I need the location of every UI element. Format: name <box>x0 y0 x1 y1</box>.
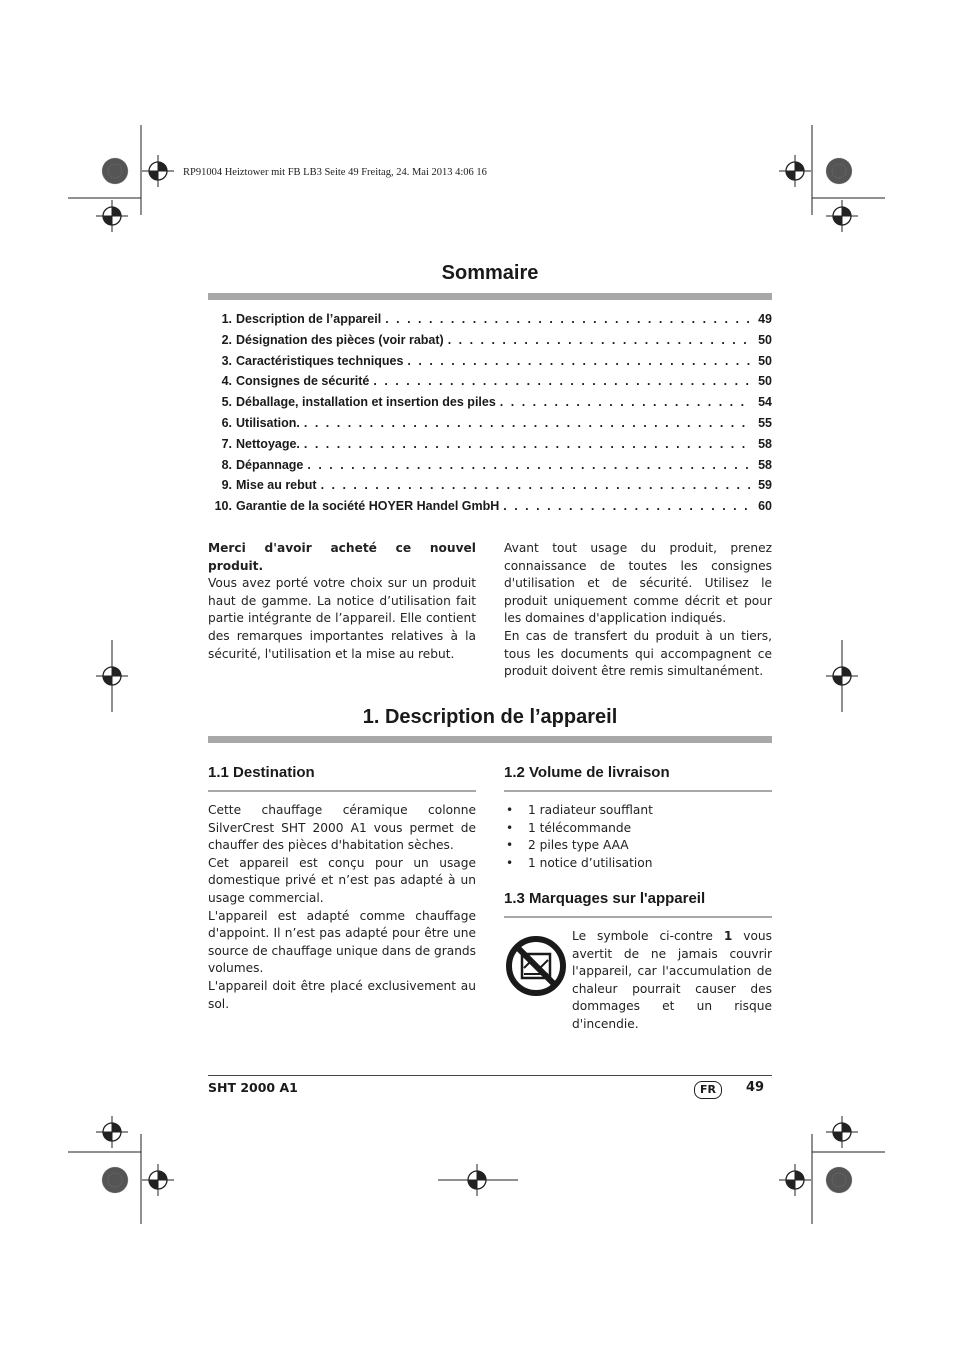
toc-leader <box>307 458 750 472</box>
marquages-text-after: vous avertit de ne jamais couvrir l'appareil, car l'accumulation de chaleur pourrait causer des dommages et un risque d'incendie. <box>572 929 773 1031</box>
destination-p2: Cet appareil est conçu pour un usage domestique privé et n’est pas adapté à un usage commercial. <box>208 855 476 905</box>
list-item: • 1 notice d’utilisation <box>506 855 772 873</box>
toc-number: 5. <box>221 395 232 410</box>
toc-page: 49 <box>758 312 772 326</box>
thanks-heading: Merci d'avoir acheté ce nouvel produit. <box>208 541 476 573</box>
marquages-heading: 1.3 Marquages sur l'appareil <box>504 890 706 907</box>
toc-page: 55 <box>758 415 772 430</box>
language-badge: FR <box>694 1081 722 1099</box>
toc-entry <box>208 354 772 375</box>
marquages-text-before: Le symbole ci-contre <box>572 929 724 943</box>
toc-number: 7. <box>221 436 232 451</box>
toc-entry <box>208 374 772 395</box>
toc-page: 60 <box>758 499 772 514</box>
section1-title: 1. Description de l’appareil <box>362 706 618 728</box>
toc-title: Utilisation. <box>236 415 300 430</box>
destination-p3: L'appareil est adapté comme chauffage d'appoint. Il n’est pas adapté pour être une source de chauffage unique dans de grands volumes. <box>208 908 476 976</box>
sommaire-rule <box>208 293 772 300</box>
toc-page: 50 <box>758 332 772 347</box>
toc-number: 6. <box>221 415 232 430</box>
toc-entry <box>208 333 772 354</box>
toc-title: Caractéristiques techniques <box>236 353 404 368</box>
toc-leader <box>385 312 750 326</box>
page-number: 49 <box>746 1080 765 1095</box>
destination-p1: Cette chauffage céramique colonne SilverCrest SHT 2000 A1 vous permet de chauffer des pièces d'habitation sèches. <box>208 803 476 853</box>
sommaire-title: Sommaire <box>441 262 539 284</box>
toc-number: 1. <box>221 312 232 326</box>
marquages-part-number: 1 <box>723 929 733 943</box>
toc-leader <box>304 437 750 451</box>
toc-leader <box>373 374 750 388</box>
toc-page: 58 <box>758 457 772 472</box>
toc-number: 8. <box>221 457 232 472</box>
print-slug: RP91004 Heiztower mit FB LB3 Seite 49 Freitag, 24. Mai 2013 4:06 16 <box>183 167 487 178</box>
section1-rule <box>208 736 772 743</box>
intro-right-column <box>504 540 772 681</box>
toc-number: 9. <box>221 478 232 493</box>
toc-entry <box>208 312 772 333</box>
intro-left-column <box>208 540 476 663</box>
toc-entry <box>208 416 772 437</box>
list-item: • 1 télécommande <box>506 820 772 838</box>
intro-right-p1: Avant tout usage du produit, prenez connaissance de toutes les consignes d'utilisation et de sécurité. Utilisez le produit uniquement comme décrit et pour les domaines d'application indiqués. <box>504 541 772 626</box>
toc-page: 54 <box>758 395 772 410</box>
toc-number: 2. <box>221 332 232 347</box>
destination-heading: 1.1 Destination <box>208 764 315 781</box>
volume-rule <box>504 790 772 792</box>
footer-model: SHT 2000 A1 <box>208 1080 298 1095</box>
toc-page: 59 <box>758 478 772 493</box>
toc-page: 50 <box>758 374 772 389</box>
marquages-text <box>572 928 772 1034</box>
footer-rule <box>208 1075 772 1076</box>
toc-entry <box>208 395 772 416</box>
toc-leader <box>448 333 750 347</box>
toc-leader <box>407 354 750 368</box>
toc-title: Description de l’appareil <box>236 312 382 326</box>
toc-title: Déballage, installation et insertion des piles <box>236 395 496 410</box>
toc-title: Dépannage <box>236 457 304 472</box>
toc-number: 4. <box>221 374 232 389</box>
toc-title: Garantie de la société HOYER Handel GmbH <box>236 499 500 514</box>
toc-leader <box>321 478 750 492</box>
volume-list <box>506 802 772 872</box>
toc-entry <box>208 499 772 520</box>
toc-leader <box>503 499 750 513</box>
do-not-cover-icon <box>504 934 568 998</box>
toc-page: 58 <box>758 436 772 451</box>
toc-title: Mise au rebut <box>236 478 317 493</box>
toc-title: Désignation des pièces (voir rabat) <box>236 332 444 347</box>
toc-page: 50 <box>758 353 772 368</box>
marquages-rule <box>504 916 772 918</box>
toc-leader <box>500 395 750 409</box>
intro-right-p2: En cas de transfert du produit à un tiers, tous les documents qui accompagnent ce produit doivent être remis simultanément. <box>504 628 772 679</box>
toc-number: 10. <box>214 499 232 514</box>
toc-entry <box>208 437 772 458</box>
destination-text <box>208 802 476 1013</box>
destination-rule <box>208 790 476 792</box>
toc-entry <box>208 458 772 479</box>
destination-p4: L'appareil doit être placé exclusivement au sol. <box>208 978 476 1011</box>
table-of-contents <box>208 312 772 520</box>
volume-heading: 1.2 Volume de livraison <box>504 764 670 781</box>
list-item: • 2 piles type AAA <box>506 837 772 855</box>
toc-title: Nettoyage. <box>236 436 300 451</box>
intro-left-text: Vous avez porté votre choix sur un produit haut de gamme. La notice d’utilisation fait partie intégrante de l’appareil. Elle contient des remarques importantes relatives à la sécurité, l'utilisation et la mise au rebut. <box>208 576 476 661</box>
toc-number: 3. <box>221 353 232 368</box>
list-item: • 1 radiateur soufflant <box>506 802 772 820</box>
toc-title: Consignes de sécurité <box>236 374 370 389</box>
toc-leader <box>304 416 750 430</box>
toc-entry <box>208 478 772 499</box>
